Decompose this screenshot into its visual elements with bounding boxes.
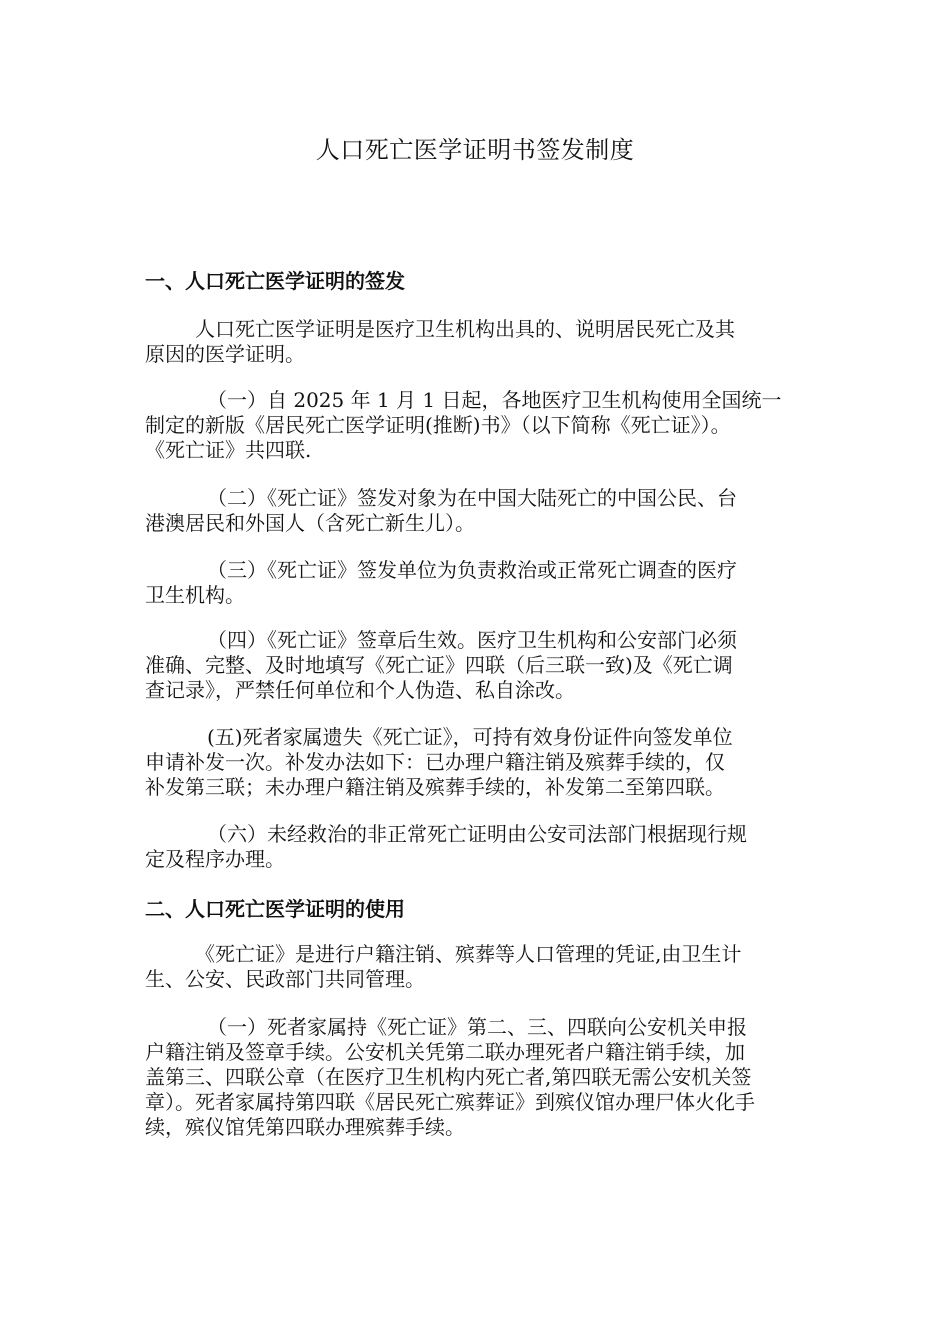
text-line: （三）《死亡证》签发单位为负责救治或正常死亡调查的医疗 — [207, 558, 737, 582]
text-line: 章）。死者家属持第四联《居民死亡殡葬证》到殡仪馆办理尸体火化手 — [145, 1090, 755, 1114]
text-line: (五)死者家属遗失《死亡证》，可持有效身份证件向签发单位 — [207, 725, 733, 749]
text-line: 人口死亡医学证明是医疗卫生机构出具的、说明居民死亡及其 — [195, 317, 735, 341]
text-line: 《死亡证》是进行户籍注销、殡葬等人口管理的凭证,由卫生计 — [195, 942, 742, 966]
section-1-item-2 — [145, 486, 815, 536]
text-line: 续，殡仪馆凭第四联办理殡葬手续。 — [145, 1115, 465, 1139]
section-1-item-5 — [145, 725, 815, 800]
text-line: 港澳居民和外国人（含死亡新生儿）。 — [145, 511, 475, 535]
section-1-item-1 — [145, 388, 815, 463]
text-line: 准确、完整、及时地填写《死亡证》四联（后三联一致)及《死亡调 — [145, 653, 733, 677]
text-line: 户籍注销及签章手续。公安机关凭第二联办理死者户籍注销手续，加 — [145, 1040, 745, 1064]
text-line: （六）未经救治的非正常死亡证明由公安司法部门根据现行规 — [207, 822, 747, 846]
text-line: （二）《死亡证》签发对象为在中国大陆死亡的中国公民、台 — [207, 486, 737, 510]
text-line: （一）死者家属持《死亡证》第二、三、四联向公安机关申报 — [207, 1015, 747, 1039]
text-line: 生、公安、民政部门共同管理。 — [145, 967, 425, 991]
text-line: 补发第三联；未办理户籍注销及殡葬手续的，补发第二至第四联。 — [145, 775, 725, 799]
text-line: 查记录》，严禁任何单位和个人伪造、私自涂改。 — [145, 678, 575, 702]
text-line: 盖第三、四联公章（在医疗卫生机构内死亡者,第四联无需公安机关签 — [145, 1065, 752, 1089]
section-1-item-6 — [145, 822, 815, 872]
section-1-intro — [145, 317, 815, 367]
section-2-intro — [145, 942, 815, 992]
section-1-item-3 — [145, 558, 815, 608]
text-line: 定及程序办理。 — [145, 847, 285, 871]
text-line: 《死亡证》共四联. — [145, 438, 312, 462]
text-line: （四）《死亡证》签章后生效。医疗卫生机构和公安部门必须 — [207, 628, 737, 652]
text-line: 制定的新版《居民死亡医学证明(推断)书》（以下简称《死亡证》）。 — [145, 413, 731, 437]
section-2-heading: 二、人口死亡医学证明的使用 — [145, 897, 405, 921]
text-line: 申请补发一次。补发办法如下：已办理户籍注销及殡葬手续的，仅 — [145, 750, 725, 774]
text-line: 卫生机构。 — [145, 583, 245, 607]
text-line: （一）自 2025 年 1 月 1 日起，各地医疗卫生机构使用全国统一 — [207, 388, 782, 412]
document-title: 人口死亡医学证明书签发制度 — [315, 136, 635, 164]
section-1-item-4 — [145, 628, 815, 703]
section-2-item-1 — [145, 1015, 815, 1140]
section-1-heading: 一、人口死亡医学证明的签发 — [145, 269, 405, 293]
text-line: 原因的医学证明。 — [145, 342, 305, 366]
